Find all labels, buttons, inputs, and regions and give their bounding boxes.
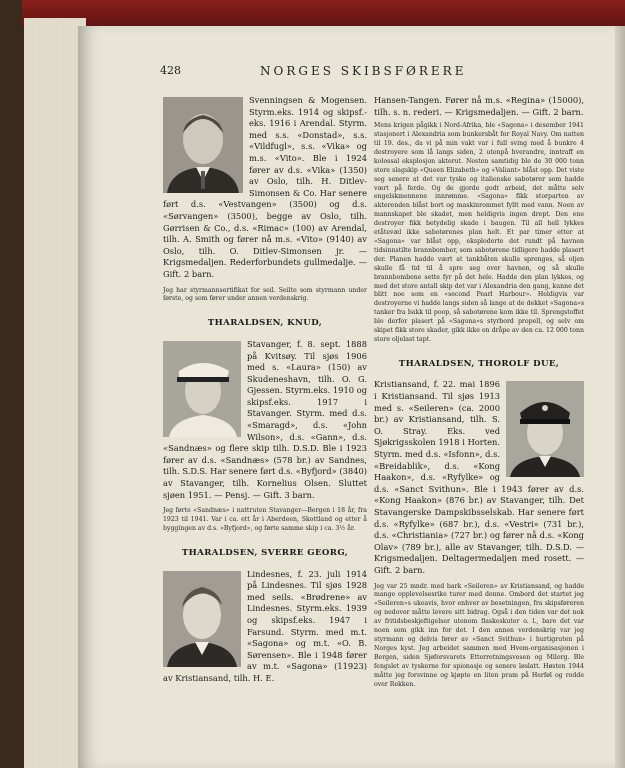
entry-body: Kristiansand, f. 22. mai 1896 i Kristiansand. Til sjøs 1913 med s. «Seileren» (ca. 2000 br.) av Kristiansand, tilh. S. O. Stray. Eks. ved Sjøkrigsskolen 1918 i Horten. Styrm. med d.s. «Isfonn», d.s. «Breidablik», d.s. «Kong Haakon», d.s. «Ryfylke» og d.s. «Sanct Svithun». Ble i 1943 fører av d.s. «Kong Haakon» (876 br.) av Stavanger, tilh. Det Stavangerske Dampskibsselskab. Har senere ført d.s. «Ryfylke» (687 br.), d.s. «Vestri» (731 br.), d.s. «Christiania» (727 br.) og fører nå d.s. «Kong Olav» (789 br.), alle av Stavanger, tilh. D.S.D. — Krigsmedaljen. Deltagermedaljen med rosett. — Gift. 2 barn.: [374, 379, 584, 575]
entry-continuation: Hansen-Tangen. Fører nå m.s. «Regina» (15000), tilh. s. n. rederi. — Krigsmedaljen. — Gift. 2 barn.: [374, 95, 584, 117]
left-column: [163, 95, 367, 684]
entry-heading: THARALDSEN, SVERRE GEORG,: [181, 547, 349, 558]
book-cover-top: [22, 0, 625, 28]
page-number: 428: [160, 64, 181, 77]
portrait-photo: [506, 381, 584, 477]
entry-body: Stavanger, f. 8. sept. 1888 på Kvitsøy. Til sjøs 1906 med s. «Laura» (150) av Skudeneshavn, tilh. O. G. Gjessen. Styrm.eks. 1910 og skipsf.eks. 1917 i Stavanger. Styrm. med d.s. «Smaragd», d.s. «John Wilson», d.s. «Gann», d.s. «Sandnæs» og flere skip tilh. D.S.D. Ble i 1923 fører av d.s. «Sandnæs» (578 br.) av Sandnes, tilh. S.D.S. Har senere ført d.s. «Byfjord» (3840) av Stavanger, tilh. Kornelius Olsen. Sluttet sjøen 1951. — Pensj. — Gift. 3 barn.: [163, 338, 367, 500]
entry-note: Jeg var 25 mndr. med bark «Seileren» av Kristiansand, og hadde mange opplevelsesrike turer med denne. Ombord det startet jeg «Seileren»s ukeavis, hvor enhver av besetningen, fra skipsføreren og nedover måtte levere sitt bidrag. Også i den tiden var det nok av fritidsbeskjeftigelser utenom flaskeskuter o. l., bare det var noen som gikk inn for det. I den annen verdenskrig var jeg styrmann og delvis fører av «Sanct Svithun» i hurtigruten på Norges kyst. Jeg arbeidet sammen med Hvem-organisasjonen i Bergen, siden Sjøforsvarets Etterretningsvesen og Milorg. Ble fengslet av tyskerne for spionasje og senere løslatt. Høsten 1944 måtte jeg forsvinne og kjøpte en liten pram på Herføl og rodde over Rekken.: [374, 582, 584, 688]
page-edges: [24, 18, 86, 768]
entry-note: Jeg førte «Sandnæs» i nattruten Stavanger—Bergen i 18 år, fra 1923 til 1941. Var i ca. ett år i Aberdeen, Skottland og etter å byggingen av d.s. «Byfjord», og førte samme skip i ca. 3½ år.: [163, 507, 367, 533]
entry-heading: THARALDSEN, THOROLF DUE,: [398, 358, 560, 369]
entry-continuation: Svenningsen & Mogensen. Styrm.eks. 1914 og skipsf.-eks. 1916 i Arendal. Styrm. med s.s. «Donstad», s.s. «Vildfugl», s.s. «Vika» og m.s. «Vito». Ble i 1924 fører av d.s. «Vika» (1350) av Oslo, tilh. H. Ditlev-Simonsen & Co. Har senere ført d.s. «Vestvangen» (3500) og d.s. «Sørvangen» (3500), begge av Oslo, tilh. Gørrisen & Co., d.s. «Rimac» (100) av Arendal, tilh. A. Smith og fører nå m.s. «Vito» (9140) av Oslo, tilh. O. Ditlev-Simonsen jr. — Krigsmedaljen. Rederforbundets gullmedalje. — Gift. 2 barn.: [163, 95, 367, 279]
right-column: [374, 95, 584, 689]
running-title: NORGES SKIBSFØRERE: [260, 64, 467, 78]
entry-body: Lindesnes, f. 23. juli 1914 på Lindesnes. Til sjøs 1928 med seils. «Brødrene» av Lindesnes. Styrm.eks. 1939 og skipsf.eks. 1947 i Farsund. Styrm. med m.t. «Sagona» og m.t. «O. B. Sørensen». Ble i 1948 fører av m.t. «Sagona» (11923) av Kristiansand, tilh. H. E.: [163, 568, 367, 683]
page-right-edge: [615, 26, 625, 768]
portrait-photo: [163, 97, 243, 193]
page-header: [160, 64, 600, 82]
entry-heading: THARALDSEN, KNUD,: [207, 318, 323, 329]
portrait-photo: [163, 571, 241, 667]
portrait-photo: [163, 341, 241, 437]
entry-note: Jeg har styrmannsertifikat for seil. Seilte som styrmann under første, og som fører under annen verdenskrig.: [163, 286, 367, 303]
entry-note: Mens krigen pågikk i Nord-Afrika, ble «Sagona» i desember 1941 stasjonert i Alexandria som bunkersbåt for Royal Navy. Om natten til 19. des., da vi på min vakt var i full sving med å bunkre 4 destroyere som lå langs siden, 2 utenpå hverandre, inntraff en kolossal eksplosjon akterut. Nesten samtidig ble de 30 000 tonn store slagskip «Queen Elizabeth» og «Valiant» blåst opp. Det viste seg senere at det var tyske og italienske sabotører som hadde vært på ferde. Og de gjorde godt arbeid, det måtte selv engelskmennene innrømme. «Sagona» fikk storparten av akterenden blåst bort og maskinrommet fyllt med vann. Noen av mannskapet ble skadet, men heldigvis ingen drept. Den ene destroyer fikk betydelig skade i baugen. Til all hell lykkes etåtevæl ikke sabotørenes plan helt. Et par timer etter at «Sagona» var blåst opp, eksploderte det rundt på havnen tidsinnstilte brannbomber, som sabotørene tidligere hadde plasert der. Planen hadde vært at tankbåten skulle sprenges, så oljen skulle få tid til å spre seg over havnen, og så skulle brannbombene sette fyr på det hele. Hadde den plan lykkes, og med det store antall skip det var i Alexandria den gang, kunne det blitt noe som en «second Pearl Harbour». Heldigvis var destroyerne vi hadde langs siden så lange at de dekket «Sagona»s tanker fra bakk til poop, så sabotørene kom ikke til. Sprengstoffet ble derfor plasert på «Sagona»s styrbord propell, og selv om skipet fikk store skader, gikk ikke en dråpe av den ca. 12 000 tonn store oljelast tapt.: [374, 122, 584, 343]
